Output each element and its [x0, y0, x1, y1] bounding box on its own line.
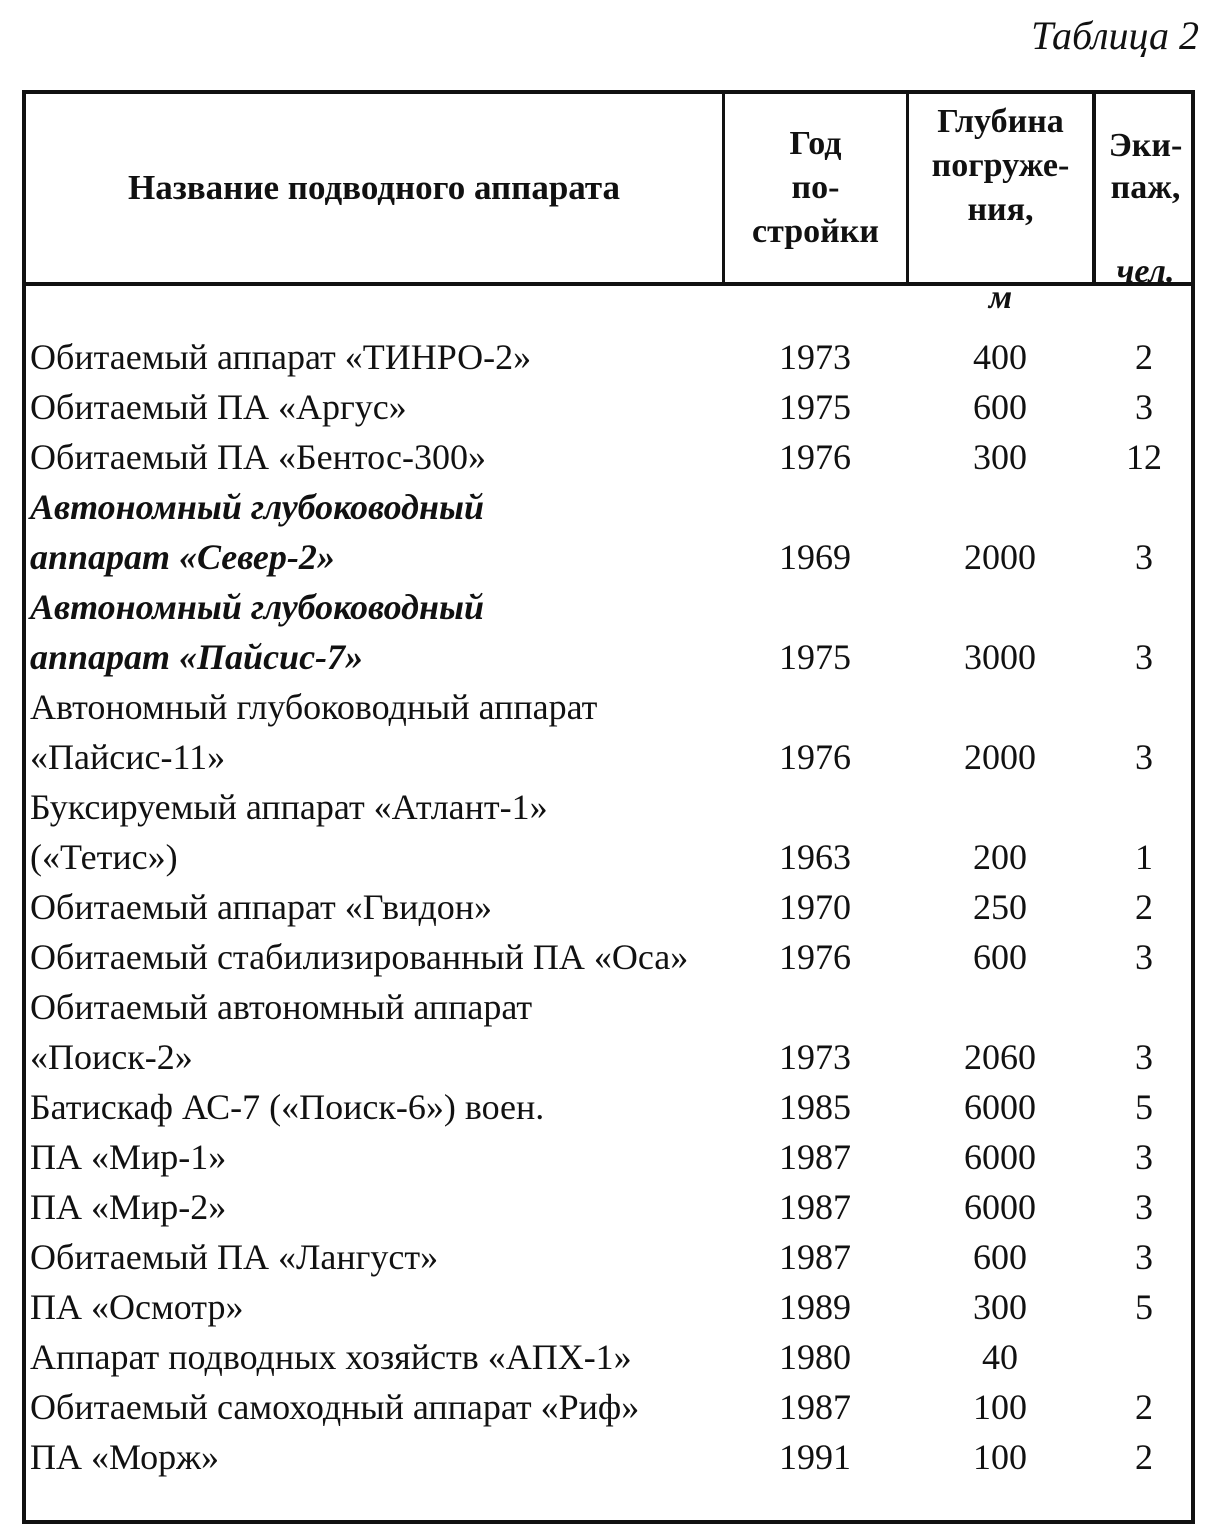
- table-row: [26, 882, 1191, 932]
- cell-depth: 2060: [964, 1037, 1036, 1077]
- cell-name: Автономный глубоководный аппарат «Север-2»: [30, 487, 485, 577]
- cell-depth: 250: [973, 887, 1027, 927]
- header-name-text: Название подводного аппарата: [127, 168, 621, 207]
- cell-year: 1975: [779, 387, 851, 427]
- cell-crew: 3: [1135, 1137, 1153, 1177]
- header-crew-text: Эки- паж,: [1108, 127, 1183, 206]
- header-year-text: Год по- стройки: [752, 125, 879, 250]
- cell-crew: 3: [1135, 637, 1153, 677]
- data-table: [22, 90, 1195, 1524]
- cell-name: Обитаемый автономный аппарат «Поиск-2»: [30, 987, 533, 1077]
- header-crew: [1096, 94, 1195, 290]
- table-caption: Таблица 2: [1031, 13, 1199, 58]
- cell-depth: 100: [973, 1387, 1027, 1427]
- cell-year: 1989: [779, 1287, 851, 1327]
- cell-crew: 3: [1135, 1037, 1153, 1077]
- table-row: [26, 982, 1191, 1082]
- cell-name: Обитаемый ПА «Аргус»: [30, 387, 407, 427]
- cell-depth: 2000: [964, 737, 1036, 777]
- cell-crew: 2: [1135, 337, 1153, 377]
- cell-name: Обитаемый ПА «Бентос-300»: [30, 437, 486, 477]
- cell-name: Обитаемый стабилизированный ПА «Оса»: [30, 937, 689, 977]
- cell-depth: 600: [973, 937, 1027, 977]
- cell-name: ПА «Морж»: [30, 1437, 219, 1477]
- cell-name: Батискаф АС-7 («Поиск-6») воен.: [30, 1087, 545, 1127]
- cell-year: 1987: [779, 1137, 851, 1177]
- cell-depth: 40: [982, 1337, 1018, 1377]
- cell-crew: 2: [1135, 887, 1153, 927]
- cell-crew: 3: [1135, 537, 1153, 577]
- table-row: [26, 432, 1191, 482]
- cell-depth: 100: [973, 1437, 1027, 1477]
- cell-crew: 3: [1135, 1187, 1153, 1227]
- cell-year: 1976: [779, 737, 851, 777]
- cell-depth: 200: [973, 837, 1027, 877]
- cell-name: ПА «Мир-2»: [30, 1187, 227, 1227]
- header-name: [26, 94, 722, 282]
- cell-name: Обитаемый ПА «Лангуст»: [30, 1237, 439, 1277]
- cell-year: 1987: [779, 1387, 851, 1427]
- cell-year: 1973: [779, 337, 851, 377]
- cell-depth: 600: [973, 1237, 1027, 1277]
- cell-depth: 400: [973, 337, 1027, 377]
- cell-crew: 3: [1135, 387, 1153, 427]
- header-crew-unit: чел.: [1116, 253, 1175, 290]
- table-row: [26, 1182, 1191, 1232]
- cell-year: 1987: [779, 1237, 851, 1277]
- cell-year: 1970: [779, 887, 851, 927]
- cell-depth: 6000: [964, 1137, 1036, 1177]
- cell-year: 1976: [779, 937, 851, 977]
- cell-year: 1963: [779, 837, 851, 877]
- table-row: [26, 782, 1191, 882]
- table-row: [26, 682, 1191, 782]
- cell-year: 1975: [779, 637, 851, 677]
- table-body: [26, 332, 1191, 1482]
- cell-name: Обитаемый аппарат «Гвидон»: [30, 887, 493, 927]
- header-depth-unit: м: [988, 279, 1013, 316]
- cell-crew: 2: [1135, 1387, 1153, 1427]
- cell-depth: 3000: [964, 637, 1036, 677]
- table-row: [26, 1232, 1191, 1282]
- cell-year: 1987: [779, 1187, 851, 1227]
- cell-name: Автономный глубоководный аппарат «Пайсис-11»: [30, 687, 598, 777]
- table-row: [26, 1132, 1191, 1182]
- table-row: [26, 332, 1191, 382]
- cell-year: 1985: [779, 1087, 851, 1127]
- cell-crew: 3: [1135, 937, 1153, 977]
- table-row: [26, 1432, 1191, 1482]
- cell-crew: 3: [1135, 737, 1153, 777]
- table-row: [26, 1332, 1191, 1382]
- table-row: [26, 582, 1191, 682]
- table-row: [26, 1282, 1191, 1332]
- cell-name: Буксируемый аппарат «Атлант-1» («Тетис»): [30, 787, 548, 877]
- header-depth-text: Глубина погруже- ния,: [931, 103, 1070, 228]
- cell-depth: 2000: [964, 537, 1036, 577]
- cell-crew: 5: [1135, 1287, 1153, 1327]
- cell-name: Обитаемый самоходный аппарат «Риф»: [30, 1387, 640, 1427]
- header-depth: [909, 94, 1092, 316]
- table-row: [26, 932, 1191, 982]
- table-row: [26, 482, 1191, 582]
- cell-year: 1969: [779, 537, 851, 577]
- table-row: [26, 382, 1191, 432]
- cell-depth: 6000: [964, 1087, 1036, 1127]
- cell-year: 1980: [779, 1337, 851, 1377]
- cell-depth: 6000: [964, 1187, 1036, 1227]
- cell-year: 1991: [779, 1437, 851, 1477]
- cell-crew: 3: [1135, 1237, 1153, 1277]
- cell-name: Автономный глубоководный аппарат «Пайсис-7»: [30, 587, 485, 677]
- cell-name: ПА «Осмотр»: [30, 1287, 244, 1327]
- cell-year: 1976: [779, 437, 851, 477]
- cell-year: 1973: [779, 1037, 851, 1077]
- cell-crew: 5: [1135, 1087, 1153, 1127]
- header-year: [725, 94, 906, 282]
- table-row: [26, 1382, 1191, 1432]
- cell-depth: 600: [973, 387, 1027, 427]
- cell-crew: [1093, 1332, 1195, 1382]
- cell-name: Аппарат подводных хозяйств «АПХ-1»: [30, 1337, 632, 1377]
- cell-crew: 2: [1135, 1437, 1153, 1477]
- cell-depth: 300: [973, 1287, 1027, 1327]
- cell-name: ПА «Мир-1»: [30, 1137, 227, 1177]
- cell-crew: 1: [1135, 837, 1153, 877]
- cell-crew: 12: [1126, 437, 1162, 477]
- cell-name: Обитаемый аппарат «ТИНРО-2»: [30, 337, 532, 377]
- table-row: [26, 1082, 1191, 1132]
- cell-depth: 300: [973, 437, 1027, 477]
